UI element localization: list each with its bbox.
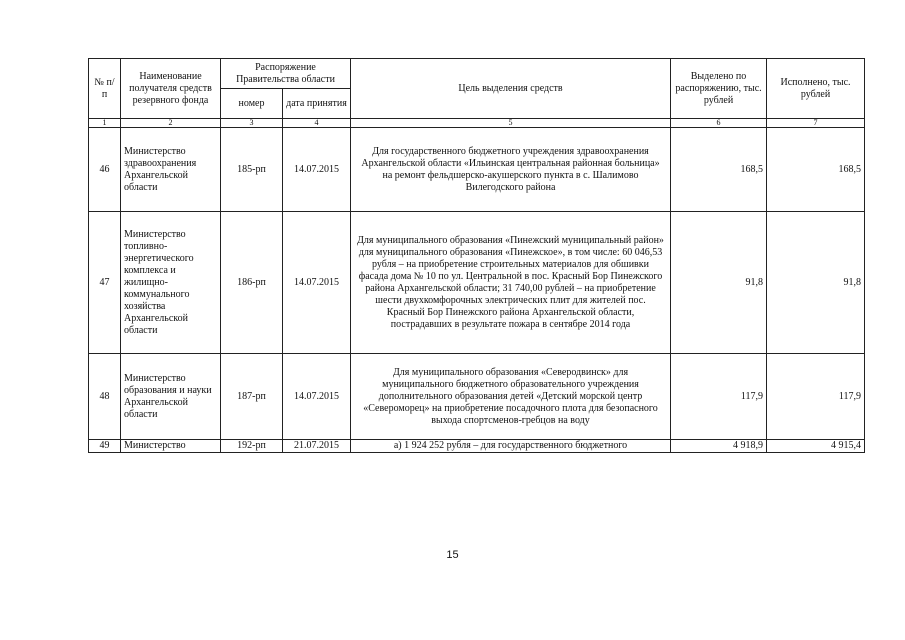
table-row xyxy=(89,354,865,440)
header-recipient: Наименование получателя средств резервного фонда xyxy=(121,59,221,119)
row-allocated: 168,5 xyxy=(671,128,767,212)
row-order-date: 14.07.2015 xyxy=(283,128,351,212)
row-num: 47 xyxy=(89,212,121,354)
column-index: 1 xyxy=(89,119,121,128)
row-order-number: 192-рп xyxy=(221,440,283,453)
reserve-fund-table xyxy=(88,58,865,453)
column-index: 7 xyxy=(767,119,865,128)
row-allocated: 91,8 xyxy=(671,212,767,354)
row-purpose: Для муниципального образования «Северодвинск» для муниципального бюджетного образовательного учреждения дополнительного образования детей «Детский морской центр «Североморец» на приобретение посадочного плота для безопасного выхода спортсменов-гребцов на воду xyxy=(351,354,671,440)
table-row xyxy=(89,440,865,453)
row-executed: 168,5 xyxy=(767,128,865,212)
column-index: 3 xyxy=(221,119,283,128)
table-row xyxy=(89,128,865,212)
header-order-date: дата принятия xyxy=(283,89,351,119)
table-row xyxy=(89,212,865,354)
row-executed: 91,8 xyxy=(767,212,865,354)
row-recipient: Министерство топливно-энергетического комплекса и жилищно-коммунального хозяйства Архангельской области xyxy=(121,212,221,354)
column-index: 2 xyxy=(121,119,221,128)
column-index: 5 xyxy=(351,119,671,128)
header-order-group: Распоряжение Правительства области xyxy=(221,59,351,89)
header-num: № п/п xyxy=(89,59,121,119)
row-num: 48 xyxy=(89,354,121,440)
row-num: 49 xyxy=(89,440,121,453)
row-recipient: Министерство здравоохранения Архангельской области xyxy=(121,128,221,212)
row-allocated: 4 918,9 xyxy=(671,440,767,453)
row-order-date: 14.07.2015 xyxy=(283,212,351,354)
header-executed: Исполнено, тыс. рублей xyxy=(767,59,865,119)
row-order-number: 187-рп xyxy=(221,354,283,440)
row-allocated: 117,9 xyxy=(671,354,767,440)
row-purpose: а) 1 924 252 рубля – для государственного бюджетного xyxy=(351,440,671,453)
header-order-number: номер xyxy=(221,89,283,119)
row-recipient: Министерство xyxy=(121,440,221,453)
row-order-date: 21.07.2015 xyxy=(283,440,351,453)
row-order-date: 14.07.2015 xyxy=(283,354,351,440)
header-purpose: Цель выделения средств xyxy=(351,59,671,119)
row-order-number: 186-рп xyxy=(221,212,283,354)
header-allocated: Выделено по распоряжению, тыс. рублей xyxy=(671,59,767,119)
row-executed: 4 915,4 xyxy=(767,440,865,453)
row-purpose: Для муниципального образования «Пинежский муниципальный район» для муниципального образования «Пинежское», в том числе: 60 046,53 рубля – на приобретение строительных материалов для обшивки фасада дома № 10 по ул. Центральной в пос. Красный Бор Пинежского района Архангельской области; 31 740,00 рублей – на приобретение шести двухкомфорочных электрических плит для жителей пос. Красный Бор Пинежского района Архангельской области, пострадавших в результате пожара в сентябре 2014 года xyxy=(351,212,671,354)
row-recipient: Министерство образования и науки Архангельской области xyxy=(121,354,221,440)
column-index: 6 xyxy=(671,119,767,128)
row-num: 46 xyxy=(89,128,121,212)
row-executed: 117,9 xyxy=(767,354,865,440)
page-number: 15 xyxy=(446,549,459,561)
row-purpose: Для государственного бюджетного учреждения здравоохранения Архангельской области «Ильинская центральная районная больница» на ремонт фельдшерско-акушерского пункта в с. Шалимово Вилегодского района xyxy=(351,128,671,212)
row-order-number: 185-рп xyxy=(221,128,283,212)
column-index: 4 xyxy=(283,119,351,128)
